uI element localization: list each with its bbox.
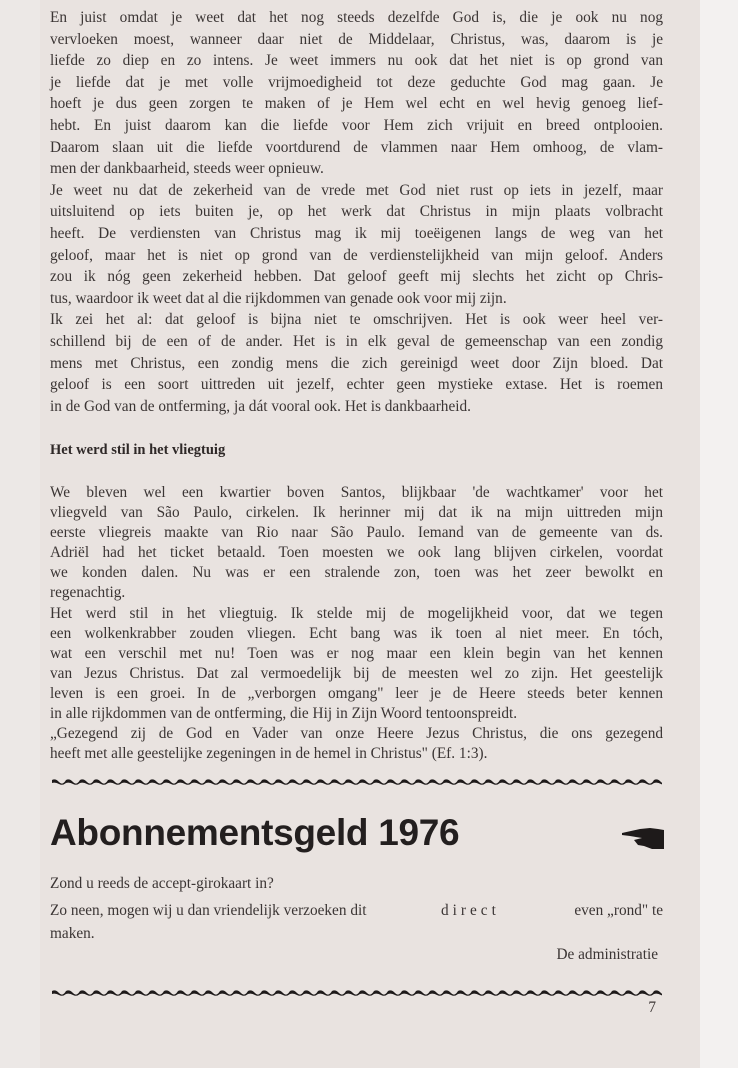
text-line: in de God van de ontferming, ja dát vooral ook. Het is dankbaarheid.	[50, 397, 471, 415]
text-line: Adriël had het ticket betaald. Toen moesten we ook lang blijven cirkelen, voordat	[50, 544, 663, 562]
paragraph	[50, 7, 663, 180]
text-line: liefde zo diep en zo intens. Je weet immers nu ook dat het niet is op grond van	[50, 52, 663, 70]
text-line: Daarom slaan uit die liefde voortdurend de vlammen naar Hem omhoog, de vlam-	[50, 138, 663, 156]
paragraph	[50, 309, 663, 417]
text-line: schillend bij de een of de ander. Het is in elk geval de gemeenschap van een zondig	[50, 332, 663, 350]
text-line: we konden dalen. Nu was er een stralende zon, toen was het zeer bewolkt en	[50, 564, 663, 582]
text-line: geloof is een soort uittreden uit jezelf, echter geen mystieke extase. Het is roemen	[50, 376, 663, 394]
text-line: Het werd stil in het vliegtuig. Ik stelde mij de mogelijkheid voor, dat we tegen	[50, 604, 663, 622]
pointing-hand-icon	[620, 826, 664, 850]
notice-request-end: even „rond" te	[574, 902, 663, 919]
text-line: En juist omdat je weet dat het nog steeds dezelfde God is, die je ook nu nog	[50, 9, 663, 26]
text-line: vliegveld van São Paulo, cirkelen. Ik herinner mij dat ik na mijn uittreden mijn	[50, 504, 663, 522]
paragraph	[50, 724, 663, 764]
text-line: van Jezus Christus. Dat zal vermoedelijk bij de meesten wel zo zijn. Het geestelijk	[50, 664, 663, 682]
zigzag-divider-bottom	[52, 988, 662, 998]
zigzag-divider-top	[52, 777, 662, 787]
scan-edge	[0, 0, 40, 1068]
text-line: heeft. De verdiensten van Christus mag ik mij toeëigenen langs de weg van het	[50, 224, 663, 242]
notice-request	[50, 902, 663, 920]
text-line: tus, waardoor ik weet dat al die rijkdommen van genade ook voor mij zijn.	[50, 289, 507, 307]
text-line: men der dankbaarheid, steeds weer opnieuw.	[50, 160, 324, 178]
text-line: „Gezegend zij de God en Vader van onze Heere Jezus Christus, die ons gezegend	[50, 725, 663, 743]
text-line: Ik zei het al: dat geloof is bijna niet te omschrijven. Het is ook weer heel ver-	[50, 311, 663, 329]
notice-signature: De administratie	[556, 946, 658, 963]
paragraph	[50, 604, 663, 725]
text-line: hebt. En juist daarom kan die liefde voor Hem zich vrijuit en breed ontplooien.	[50, 116, 663, 134]
text-line: uitsluitend op iets buiten je, op het werk dat Christus in mijn plaats volbracht	[50, 203, 663, 221]
section-heading: Het werd stil in het vliegtuig	[50, 442, 226, 458]
notice-request-emphasis: direct	[441, 902, 500, 919]
text-line: hoeft je dus geen zorgen te maken of je Hem wel echt en wel hevig genoeg lief-	[50, 95, 663, 113]
text-line: leven is een groei. In de „verborgen omgang" leer je de Heere steeds beter kennen	[50, 684, 663, 702]
text-line: zou ik nóg geen zekerheid hebben. Dat geloof geeft mij slechts het zicht op Chris-	[50, 268, 663, 286]
text-line: je liefde dat je met volle vrijmoedigheid tot deze geduchte God mag gaan. Je	[50, 73, 663, 91]
paragraph	[50, 483, 663, 604]
text-line: vervloeken moest, wanneer daar niet de Middelaar, Christus, was, daarom is je	[50, 30, 663, 48]
notice-request-cont: maken.	[50, 925, 95, 942]
paragraph	[50, 180, 663, 310]
text-line: in alle rijkdommen van de ontferming, die Hij in Zijn Woord tentoonspreidt.	[50, 705, 518, 723]
text-line: een wolkenkrabber zouden vliegen. Echt bang was ik toen al niet meer. En tóch,	[50, 624, 663, 642]
text-line: geloof, maar het is niet op grond van de verdienstelijkheid van mijn geloof. Anders	[50, 246, 663, 264]
text-line: regenachtig.	[50, 584, 126, 602]
text-line: We bleven wel een kwartier boven Santos, blijkbaar 'de wachtkamer' voor het	[50, 484, 663, 501]
text-line: mens met Christus, een zondig mens die zich gereinigd weet door Zijn bloed. Dat	[50, 354, 663, 372]
page-number: 7	[648, 999, 656, 1016]
text-line: Je weet nu dat de zekerheid van de vrede met God niet rust op iets in jezelf, maar	[50, 181, 663, 199]
article-top	[50, 7, 663, 417]
notice-question: Zond u reeds de accept-girokaart in?	[50, 875, 274, 892]
article-bottom	[50, 483, 663, 764]
notice-request-start: Zo neen, mogen wij u dan vriendelijk verzoeken dit	[50, 902, 367, 919]
text-line: eerste vliegreis maakte van Rio naar São Paulo. Iemand van de gemeente van ds.	[50, 524, 663, 542]
notice-title: Abonnementsgeld 1976	[50, 812, 460, 853]
text-line: heeft met alle geestelijke zegeningen in de hemel in Christus" (Ef. 1:3).	[50, 745, 488, 763]
text-line: wat een verschil met nu! Toen was er nog maar een klein begin van het kennen	[50, 644, 663, 662]
